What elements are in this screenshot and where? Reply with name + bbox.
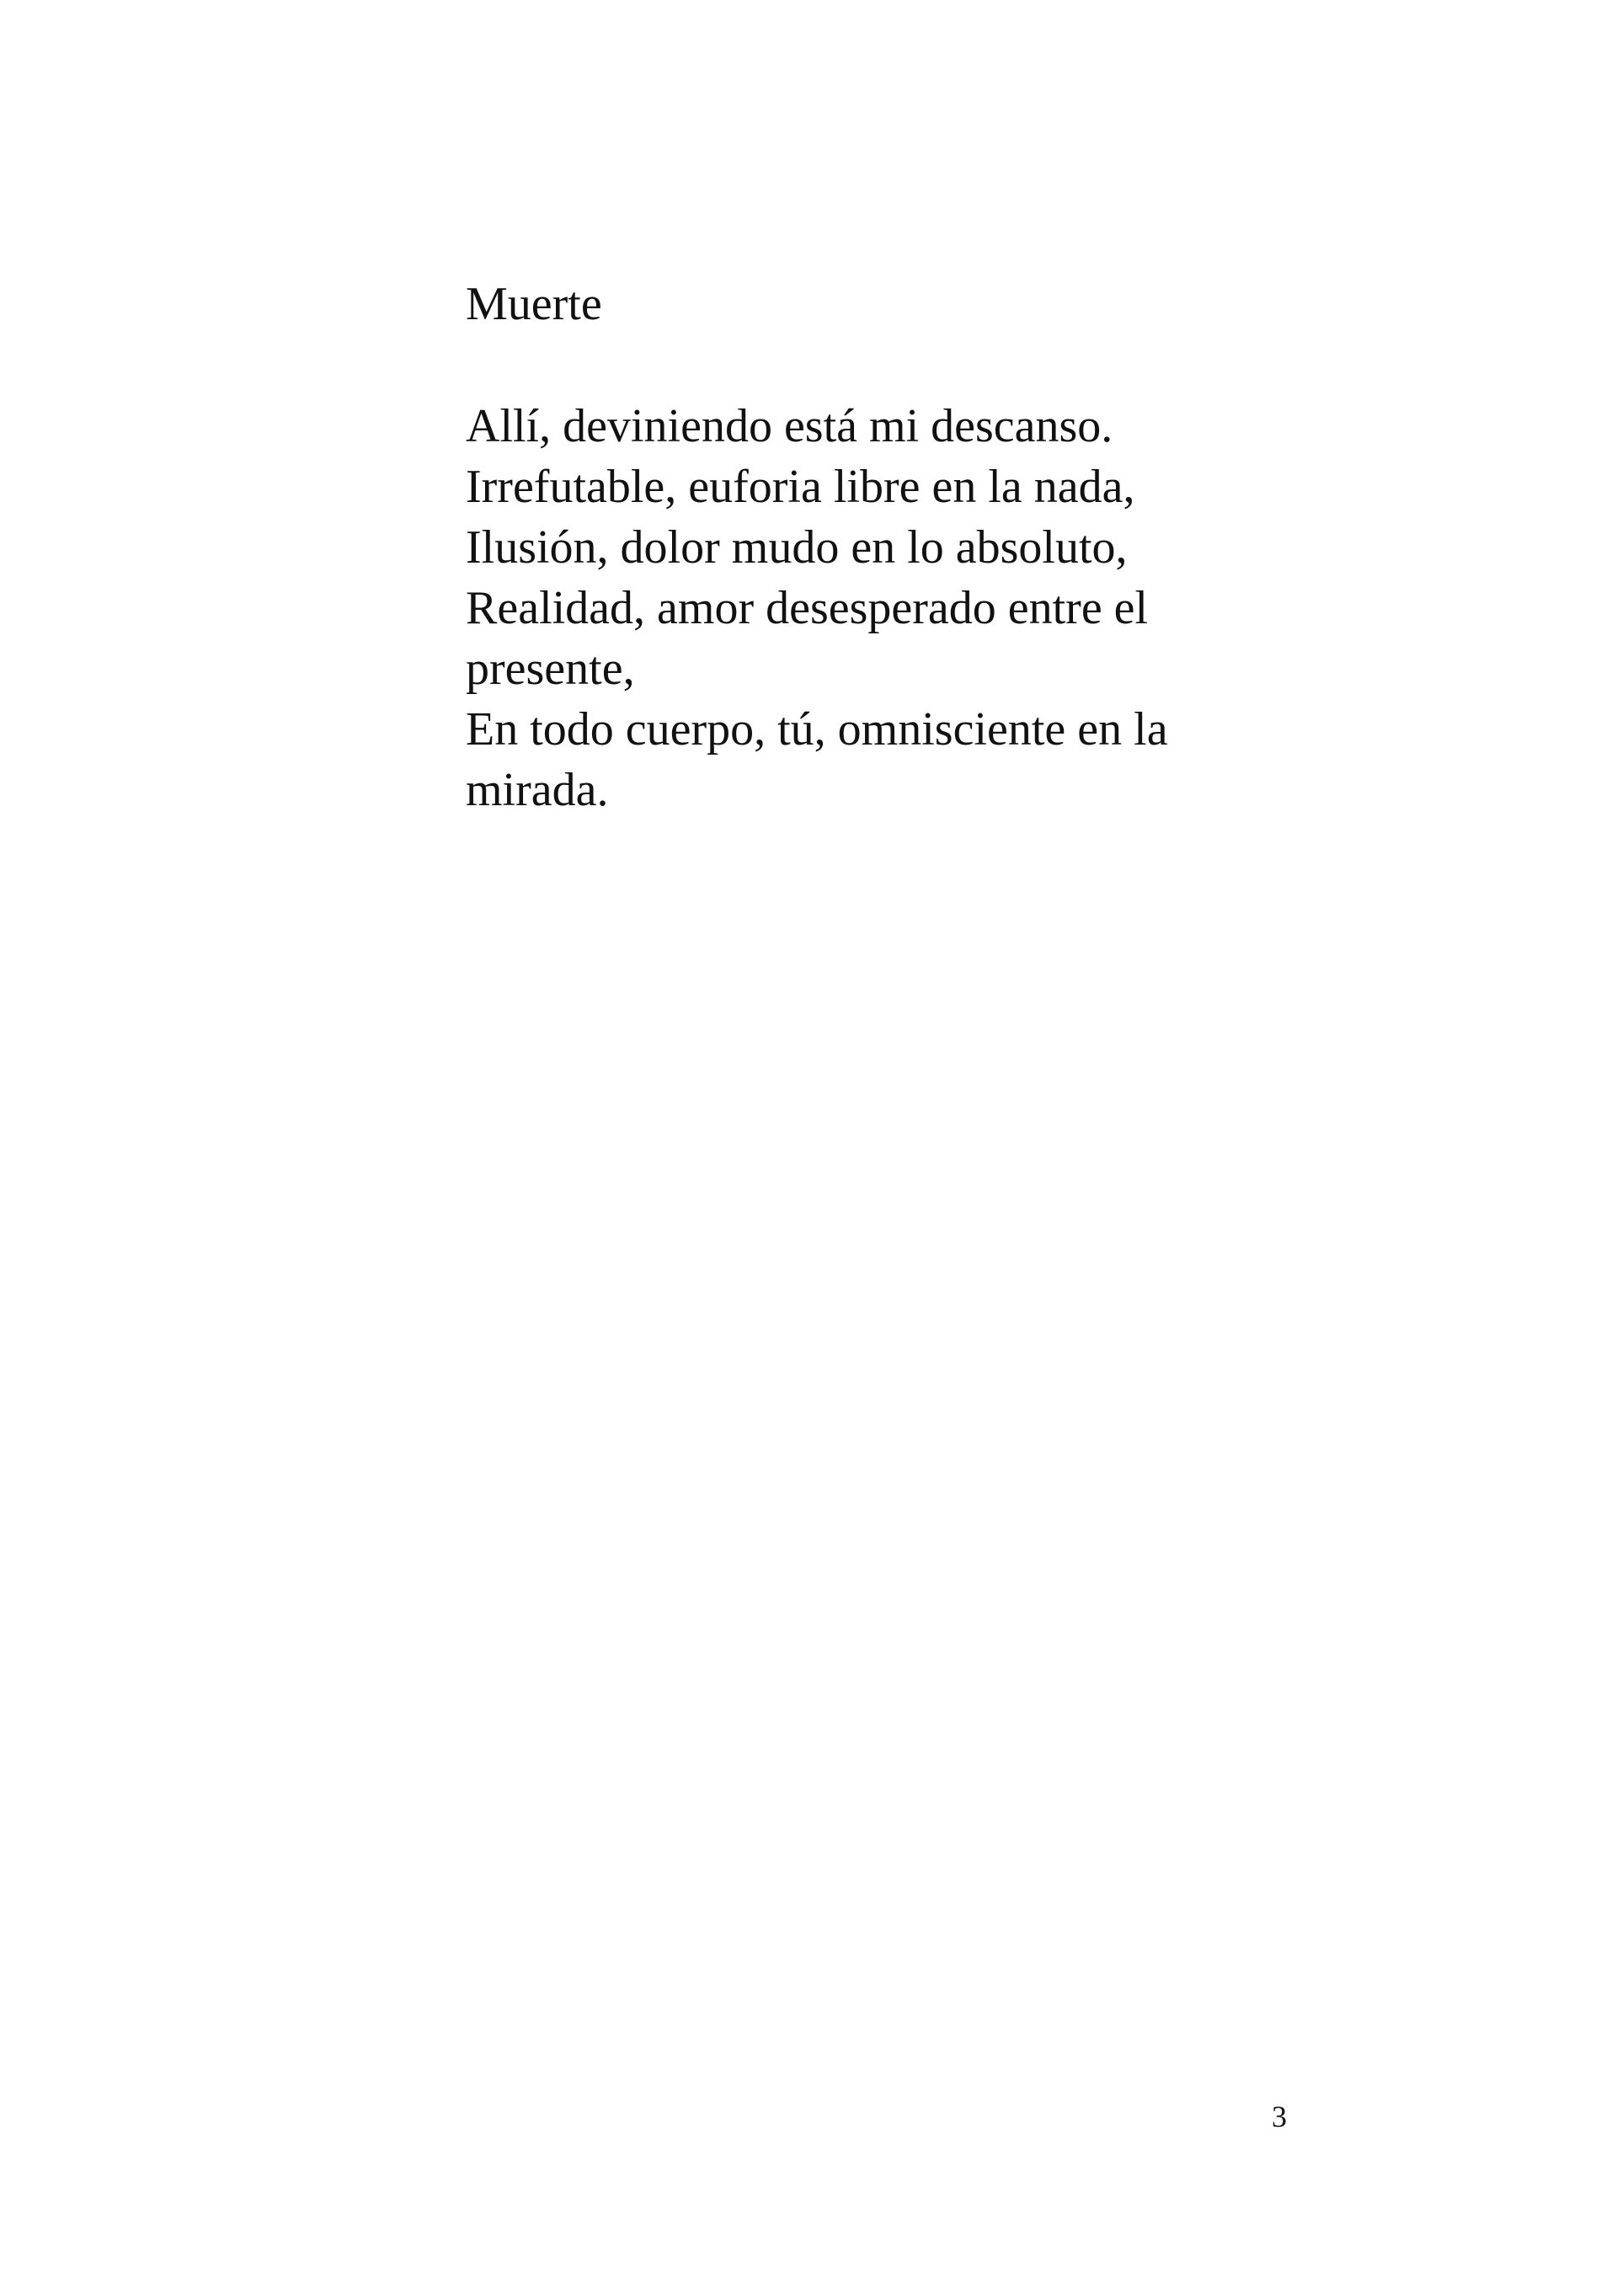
poem-title: Muerte (466, 278, 602, 330)
poem-line: Ilusión, dolor mudo en lo absoluto, (466, 521, 1128, 574)
poem-line: Irrefutable, euforia libre en la nada, (466, 461, 1135, 513)
poem-line: En todo cuerpo, tú, omnisciente en la (466, 703, 1168, 756)
poem-line: Allí, deviniendo está mi descanso. (466, 400, 1113, 452)
poem-line: mirada. (466, 764, 609, 816)
page-number: 3 (1272, 2100, 1287, 2133)
poem-body (466, 396, 1308, 820)
poem-line: presente, (466, 643, 635, 695)
poem-line: Realidad, amor desesperado entre el (466, 582, 1149, 634)
poem (466, 274, 1308, 820)
